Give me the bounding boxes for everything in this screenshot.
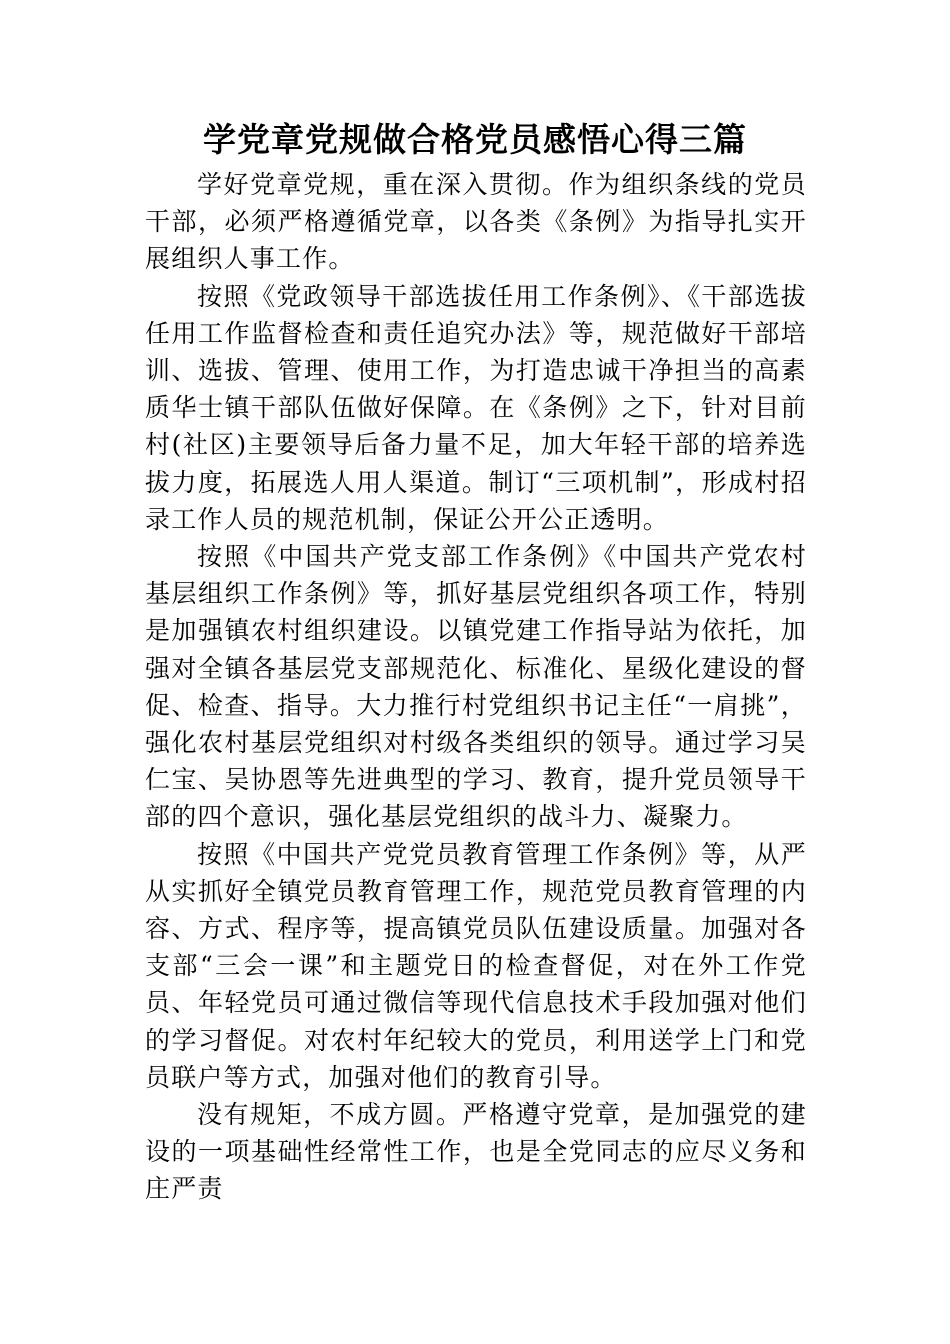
paragraph: 没有规矩，不成方圆。严格遵守党章，是加强党的建设的一项基础性经常性工作，也是全党同志的应尽义务和庄严责 [145,1100,807,1204]
document-title: 学党章党规做合格党员感悟心得三篇 [203,120,747,159]
paragraph: 按照《党政领导干部选拔任用工作条例》、《干部选拔任用工作监督检查和责任追究办法》等，规范做好干部培训、选拔、管理、使用工作，为打造忠诚干净担当的高素质华士镇干部队伍做好保障。在《条例》之下，针对目前村(社区)主要领导后备力量不足，加大年轻干部的培养选拔力度，拓展选人用人渠道。制订“三项机制”，形成村招录工作人员的规范机制，保证公开公正透明。 [145,281,807,534]
paragraph: 按照《中国共产党支部工作条例》《中国共产党农村基层组织工作条例》等，抓好基层党组织各项工作，特别是加强镇农村组织建设。以镇党建工作指导站为依托，加强对全镇各基层党支部规范化、标准化、星级化建设的督促、检查、指导。大力推行村党组织书记主任“一肩挑”，强化农村基层党组织对村级各类组织的领导。通过学习吴仁宝、吴协恩等先进典型的学习、教育，提升党员领导干部的四个意识，强化基层党组织的战斗力、凝聚力。 [145,542,807,832]
document-body [145,166,807,1208]
paragraph: 按照《中国共产党党员教育管理工作条例》等，从严从实抓好全镇党员教育管理工作，规范党员教育管理的内容、方式、程序等，提高镇党员队伍建设质量。加强对各支部“三会一课”和主题党日的检查督促，对在外工作党员、年轻党员可通过微信等现代信息技术手段加强对他们的学习督促。对农村年纪较大的党员，利用送学上门和党员联户等方式，加强对他们的教育引导。 [145,839,807,1092]
paragraph: 学好党章党规，重在深入贯彻。作为组织条线的党员干部，必须严格遵循党章，以各类《条例》为指导扎实开展组织人事工作。 [145,170,807,274]
